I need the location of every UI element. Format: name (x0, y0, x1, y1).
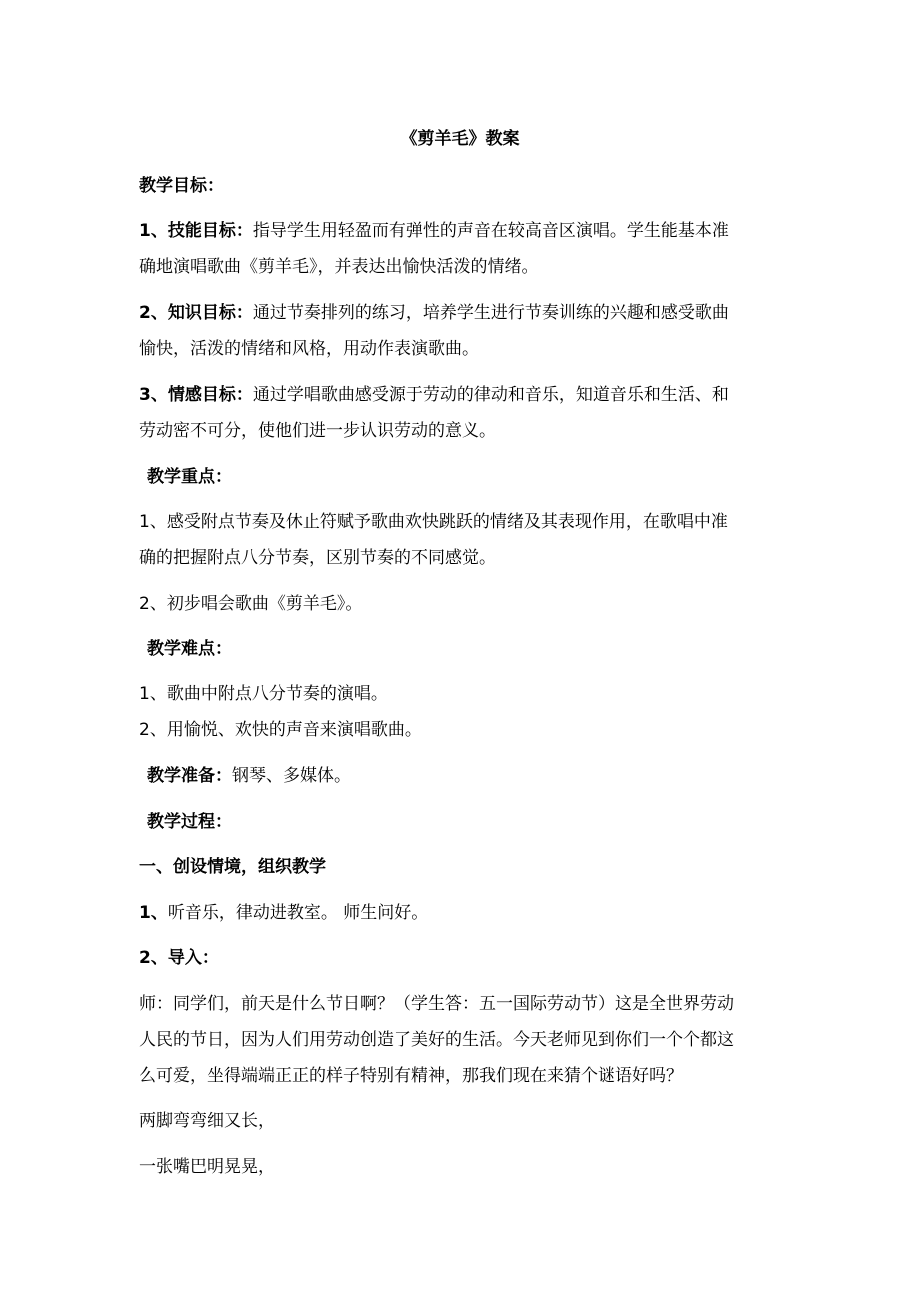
key-points-heading: 教学重点： (147, 467, 232, 487)
objective-2-line-2: 愉快，活泼的情绪和风格，用动作表演歌曲。 (139, 339, 479, 359)
key-point-1-line-2: 确的把握附点八分节奏，区别节奏的不同感觉。 (139, 548, 496, 568)
objective-2-text: 通过节奏排列的练习，培养学生进行节奏训练的兴趣和感受歌曲 (252, 303, 729, 323)
step-2-number: 2 (139, 948, 151, 968)
step-2-label: 、导入： (150, 948, 219, 968)
step-1-separator: 、 (150, 903, 168, 923)
step-2 (139, 946, 789, 970)
objective-3-text: 通过学唱歌曲感受源于劳动的律动和音乐，知道音乐和生活、和 (252, 385, 729, 405)
step-1-number: 1 (139, 903, 151, 923)
objective-1-label: 、技能目标： (150, 221, 253, 241)
step-1-text: 听音乐，律动进教室。 师生问好。 (167, 903, 429, 923)
objective-2-number: 2 (139, 303, 151, 323)
difficulty-2: 2、用愉悦、欢快的声音来演唱歌曲。 (139, 720, 422, 740)
process-heading: 教学过程： (147, 812, 232, 832)
key-point-2: 2、初步唱会歌曲《剪羊毛》。 (139, 594, 363, 614)
document-title: 《剪羊毛》教案 (400, 129, 520, 149)
step-1 (139, 901, 789, 925)
objective-1-text: 指导学生用轻盈而有弹性的声音在较高音区演唱。学生能基本准 (252, 221, 729, 241)
preparation (147, 764, 797, 788)
teacher-line-1: 师：同学们，前天是什么节日啊？（学生答：五一国际劳动节）这是全世界劳动 (139, 994, 734, 1014)
objective-3-label: 、情感目标： (150, 385, 253, 405)
difficulty-1: 1、歌曲中附点八分节奏的演唱。 (139, 684, 388, 704)
section-1-heading: 一、创设情境，组织教学 (139, 857, 326, 877)
riddle-line-2: 一张嘴巴明晃晃， (139, 1157, 275, 1177)
objective-2-label: 、知识目标： (150, 303, 253, 323)
objective-1-line-1 (139, 219, 789, 243)
teacher-line-3: 么可爱，坐得端端正正的样子特别有精神，那我们现在来猜个谜语好吗？ (139, 1066, 683, 1086)
objective-1-line-2: 确地演唱歌曲《剪羊毛》，并表达出愉快活泼的情绪。 (139, 257, 539, 277)
teacher-line-2: 人民的节日，因为人们用劳动创造了美好的生活。今天老师见到你们一个个都这 (139, 1030, 734, 1050)
objective-2-line-1 (139, 301, 789, 325)
difficulties-heading: 教学难点： (147, 639, 232, 659)
objective-3-line-2: 劳动密不可分，使他们进一步认识劳动的意义。 (139, 421, 496, 441)
preparation-text: 钢琴、多媒体。 (232, 766, 351, 786)
key-point-1-line-1: 1、感受附点节奏及休止符赋予歌曲欢快跳跃的情绪及其表现作用，在歌唱中准 (139, 512, 728, 532)
objective-3-line-1 (139, 383, 789, 407)
objective-3-number: 3 (139, 385, 151, 405)
objectives-heading: 教学目标： (139, 176, 224, 196)
preparation-label: 教学准备： (147, 766, 232, 786)
objective-1-number: 1 (139, 221, 151, 241)
riddle-line-1: 两脚弯弯细又长， (139, 1111, 275, 1131)
